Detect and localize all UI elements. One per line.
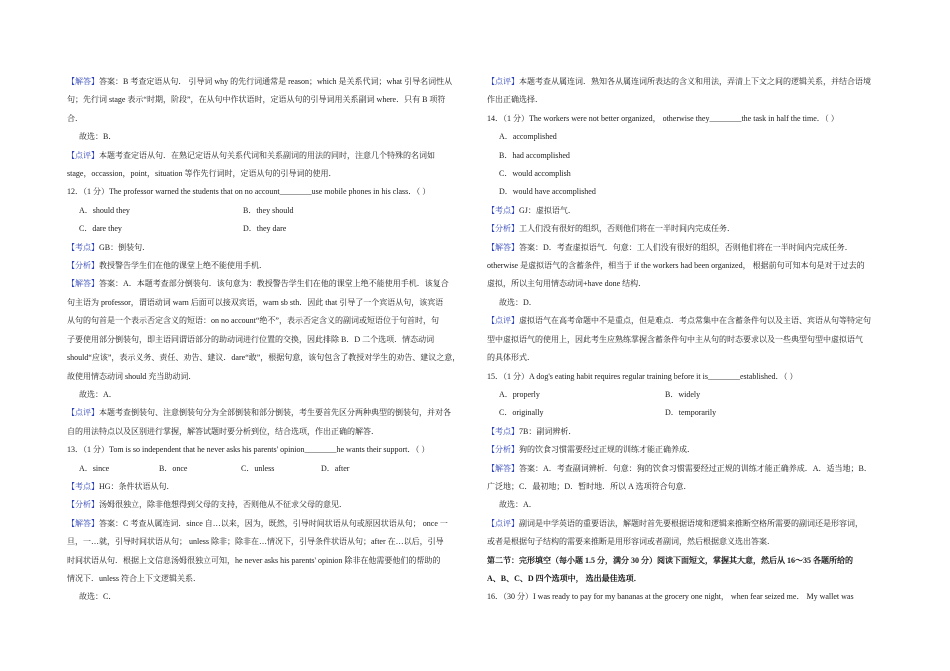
paragraph-line: 从句的句首是一个表示否定含义的短语：on no account“绝不”，表示否定含义的副词或短语位于句首时，句 <box>67 316 439 326</box>
section-tag: 【解答】 <box>487 463 519 473</box>
question-stem: 14．（1 分）The workers were not better organized， otherwise they________the task in half the time．（ ） <box>487 113 839 123</box>
paragraph-line: 【解答】答案：D．考查虚拟语气．句意：工人们没有很好的组织，否则他们将在一半时间内完成任务． <box>487 242 853 252</box>
paragraph-line: 型中虚拟语气的使用上，因此考生应熟练掌握含蓄条件句中主从句的时态要求以及一些典型句型中虚拟语气 <box>487 334 863 344</box>
question-stem: 13．（1 分）Tom is so independent that he never asks his parents' opinion________he wants their support．（ ） <box>67 445 430 455</box>
paragraph-line: 时间状语从句．根据上文信息汤姆很独立可知，he never asks his parents' opinion 除非在他需要他们的帮助的 <box>67 555 441 565</box>
paragraph-line: 【点评】虚拟语气在高考命题中不是重点，但是难点．考点常集中在含蓄条件句以及主语、宾语从句等特定句 <box>487 316 871 326</box>
section-tag: 【点评】 <box>487 316 519 326</box>
section-tag: 【考点】 <box>67 481 99 491</box>
paragraph-line: stage，occassion，point，situation 等作先行词时，定语从句的引导词的使用． <box>67 169 337 179</box>
paragraph-line: 句主语为 professor，谓语动词 warn 后面可以接双宾语，warn sb sth．因此 that 引导了一个宾语从句，该宾语 <box>67 297 444 307</box>
paragraph-line: 【解答】答案：C 考查从属连词．since 自…以来，因为，既然，引导时间状语从句或原因状语从句； once 一 <box>67 518 448 528</box>
option: A．should they <box>79 205 130 215</box>
section-tag: 【考点】 <box>487 426 519 436</box>
option: D．temporarily <box>665 408 717 418</box>
answer-choice-line: 故选：B． <box>79 132 117 142</box>
paragraph-line: 【点评】本题考查定语从句．在熟记定语从句关系代词和关系副词的用法的同时，注意几个特殊的名词如 <box>67 150 435 160</box>
section-tag: 【点评】 <box>67 150 99 160</box>
paragraph-line: 句；先行词 stage 表示“时期，阶段”，在从句中作状语时，定语从句的引导词用关系副词 where．只有 B 项符 <box>67 95 446 105</box>
options-row <box>487 404 897 422</box>
options-row <box>487 386 897 404</box>
option: A．properly <box>499 389 540 399</box>
paragraph-line: 的具体形式． <box>487 353 535 363</box>
section-tag: 【考点】 <box>67 242 99 252</box>
tagged-line: 【考点】GB：倒装句． <box>67 242 151 252</box>
left-column <box>67 73 469 607</box>
section-tag: 【解答】 <box>67 77 99 86</box>
option: C．dare they <box>79 224 122 234</box>
section-tag: 【分析】 <box>67 500 99 510</box>
paragraph-line: 故使用情态动词 should 充当助动词． <box>67 371 197 381</box>
tagged-line: 【分析】工人们没有很好的组织，否则他们将在一半时间内完成任务． <box>487 224 735 234</box>
paragraph-line: 【点评】本题考查从属连词．熟知各从属连词所表达的含义和用法，弄清上下文之间的逻辑关系，并结合语境 <box>487 77 871 86</box>
option: D．would have accomplished <box>499 187 596 197</box>
paragraph-line: 旦，一…就，引导时间状语从句； unless 除非；除非在…情况下，引导条件状语从句；after 在…以后，引导 <box>67 537 444 547</box>
right-column <box>487 73 897 607</box>
answer-choice-line: 故选：A． <box>79 389 117 399</box>
paragraph-line: 合． <box>67 113 83 123</box>
section-tag: 【分析】 <box>67 261 99 271</box>
options-row <box>67 460 469 478</box>
paragraph-line: otherwise 是虚拟语气的含蓄条件，相当于 if the workers had been organized， 根据前句可知本句是对于过去的 <box>487 261 865 271</box>
option: B．once <box>159 463 188 473</box>
option: D．they dare <box>243 224 287 234</box>
section-tag: 【解答】 <box>67 518 99 528</box>
section-tag: 【解答】 <box>67 279 99 289</box>
question-stem: 15．（1 分）A dog's eating habit requires regular training before it is________established．（ ） <box>487 371 798 381</box>
paragraph-line: 【点评】本题考查倒装句、注意倒装句分为全部倒装和部分倒装，考生要首先区分两种典型的倒装句，并对各 <box>67 408 451 418</box>
paragraph-line: 【解答】答案：B 考查定语从句． 引导词 why 的先行词通常是 reason；which 是关系代词；what 引导名词性从 <box>67 77 453 86</box>
paragraph-line: 虚拟，所以主句用情态动词+have done 结构． <box>487 279 647 289</box>
section-tag: 【点评】 <box>67 408 99 418</box>
answer-choice-line: 故选：A． <box>499 500 537 510</box>
option: B．widely <box>665 389 701 399</box>
option: C．unless <box>241 463 275 473</box>
paragraph-line: 【解答】答案：A．本题考查部分倒装句．该句意为：教授警告学生们在他的课堂上绝不能使用手机．该复合 <box>67 279 449 289</box>
question-stem: 12．（1 分）The professor warned the students that on no account________use mobile phones in his class．（ ） <box>67 187 431 197</box>
tagged-line: 【考点】HG：条件状语从句． <box>67 481 175 491</box>
options-row <box>67 220 469 238</box>
answer-choice-line: 故选：C． <box>79 592 117 602</box>
tagged-line: 【分析】汤姆很独立，除非他想得到父母的支持，否则他从不征求父母的意见． <box>67 500 347 510</box>
section-tag: 【解答】 <box>487 242 519 252</box>
tagged-line: 【考点】GJ：虚拟语气． <box>487 205 576 215</box>
section-heading-line: 第二节：完形填空（每小题 1.5 分，满分 30 分）阅读下面短文，掌握其大意，然后从 16～35 各题所给的 <box>487 555 853 565</box>
option: A．accomplished <box>499 132 557 142</box>
section-tag: 【分析】 <box>487 224 519 234</box>
section-tag: 【分析】 <box>487 445 519 455</box>
answer-choice-line: 故选：D． <box>499 297 537 307</box>
paragraph-line: 广泛地；C．最初地；D．暂时地．所以 A 选项符合句意． <box>487 481 692 491</box>
paragraph-line: 子要使用部分倒装句，即主语同谓语部分的助动词进行位置的交换，因此排除 B．D 二个选项．情态动词 <box>67 334 435 344</box>
option: C．originally <box>499 408 544 418</box>
option: C．would accomplish <box>499 169 571 179</box>
paragraph-line: should“应该”，表示义务、责任、劝告、建议．dare“敢”，根据句意，该句包含了教授对学生的劝告、建议之意， <box>67 353 461 363</box>
tagged-line: 【分析】教授警告学生们在他的课堂上绝不能使用手机． <box>67 261 267 271</box>
paragraph-line: 【点评】副词是中学英语的重要语法，解题时首先要根据语境和逻辑来推断空格所需要的副词还是形容词， <box>487 518 863 528</box>
tagged-line: 【分析】狗的饮食习惯需要经过正规的训练才能正确养成． <box>487 445 695 455</box>
paragraph-line: 作出正确选择． <box>487 95 543 105</box>
section-tag: 【点评】 <box>487 77 519 86</box>
question-stem: 16．（30 分）I was ready to pay for my bananas at the grocery one night， when fear seized me． My wallet was <box>487 592 854 602</box>
paragraph-line: 【解答】答案：A．考查副词辨析．句意：狗的饮食习惯需要经过正规的训练才能正确养成．A．适当地；B． <box>487 463 872 473</box>
option: A．since <box>79 463 110 473</box>
paragraph-line: 情况下．unless 符合上下文逻辑关系． <box>67 573 201 583</box>
section-tag: 【考点】 <box>487 205 519 215</box>
options-row <box>67 202 469 220</box>
option: D．after <box>321 463 350 473</box>
paragraph-line: 自的用法特点以及区别进行掌握，解答试题时要分析到位，结合选项，作出正确的解答． <box>67 426 379 436</box>
paragraph-line: 或者是根据句子结构的需要来推断是用形容词或者副词，然后根据意义选出答案． <box>487 537 775 547</box>
option: B．had accomplished <box>499 150 570 160</box>
tagged-line: 【考点】7B：副词辨析． <box>487 426 577 436</box>
section-heading-line: A、B、C、D 四个选项中， 选出最佳选项． <box>487 573 642 583</box>
section-tag: 【点评】 <box>487 518 519 528</box>
option: B．they should <box>243 205 294 215</box>
